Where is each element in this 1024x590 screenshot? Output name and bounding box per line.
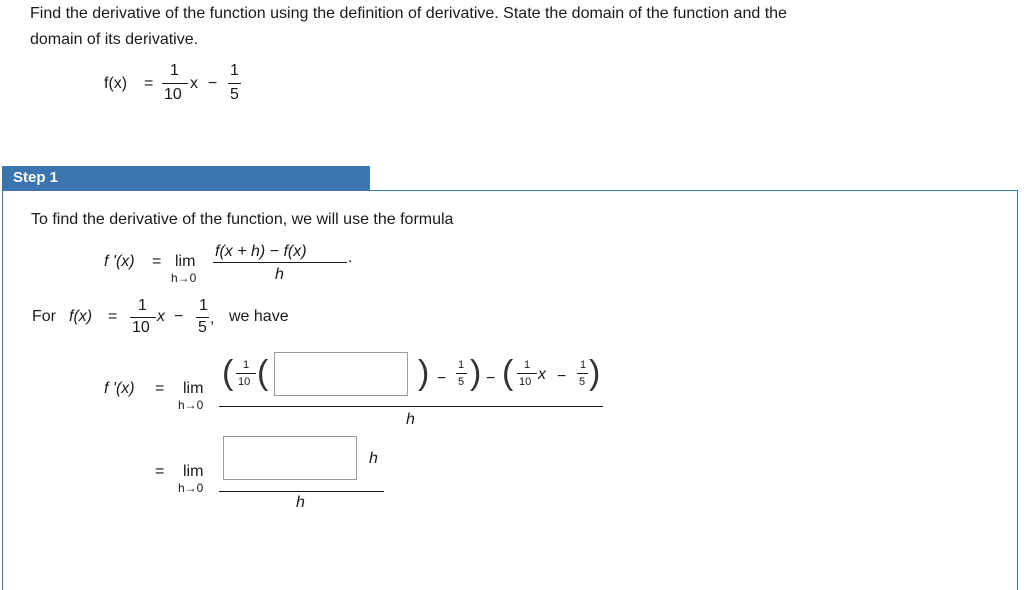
lim-subscript: h→0 [178,398,204,412]
variable-x: x [190,75,198,92]
fprime-label: f '(x) [104,253,135,270]
fraction-bar [456,373,467,374]
minus-sign: − [174,308,184,325]
difference-quotient-numerator: f(x + h) − f(x) [215,243,307,260]
problem-statement-line2: domain of its derivative. [30,31,199,48]
coef-numerator: 1 [524,359,531,371]
equals-sign: = [155,463,165,480]
fraction-bar [236,373,256,374]
denominator-h: h [296,494,305,511]
period: . [348,249,353,266]
we-have-text: we have [229,308,289,325]
equals-sign: = [108,308,118,325]
fraction-bar [130,317,156,318]
const-numerator: 1 [230,62,239,79]
const-denominator: 5 [579,376,586,388]
open-paren: ( [502,354,514,392]
fn-label: f(x) [69,308,93,325]
minus-sign: − [208,75,218,92]
minus-sign: − [486,370,496,387]
main-fraction-bar [219,491,384,492]
numerator-h: h [369,450,378,467]
fn-label: f(x) [104,75,128,92]
const-numerator: 1 [458,359,465,371]
coef-numerator: 1 [243,359,250,371]
coef-numerator: 1 [138,297,147,314]
coef-denominator: 10 [238,376,251,388]
variable-x: x [157,308,165,325]
fraction-bar [196,317,209,318]
fraction-bar [228,83,241,84]
equals-sign: = [144,75,154,92]
open-paren: ( [222,354,234,392]
minus-sign: − [437,370,447,387]
lim-text: lim [175,253,196,270]
fraction-bar [162,83,188,84]
close-paren: ) [589,354,601,392]
const-numerator: 1 [580,359,587,371]
for-label: For [32,308,56,325]
fprime-label: f '(x) [104,380,135,397]
coef-denominator: 10 [132,319,150,336]
coef-denominator: 10 [519,376,532,388]
equals-sign: = [152,253,162,270]
lim-subscript: h→0 [178,481,204,495]
answer-input-1[interactable] [274,352,408,396]
const-denominator: 5 [230,86,239,103]
problem-statement-line1: Find the derivative of the function using the definition of derivative. State the domain of the function and the [30,5,787,22]
open-paren: ( [257,354,269,392]
coef-numerator: 1 [170,62,179,79]
step-intro-text: To find the derivative of the function, we will use the formula [31,211,454,228]
const-denominator: 5 [198,319,207,336]
lim-text: lim [183,380,204,397]
close-paren: ) [418,354,430,392]
const-denominator: 5 [458,376,465,388]
fraction-bar [577,373,588,374]
fraction-bar [213,262,347,263]
answer-input-2[interactable] [223,436,357,480]
fraction-bar [517,373,537,374]
comma: , [210,310,215,327]
lim-text: lim [183,463,204,480]
close-paren: ) [470,354,482,392]
lim-subscript: h→0 [171,271,197,285]
equals-sign: = [155,380,165,397]
denominator-h: h [406,411,415,428]
main-fraction-bar [219,406,603,407]
coef-denominator: 10 [164,86,182,103]
minus-sign: − [557,368,567,385]
const-numerator: 1 [199,297,208,314]
variable-x: x [538,366,546,383]
step-1-header: Step 1 [2,166,370,190]
denominator-h: h [275,266,284,283]
